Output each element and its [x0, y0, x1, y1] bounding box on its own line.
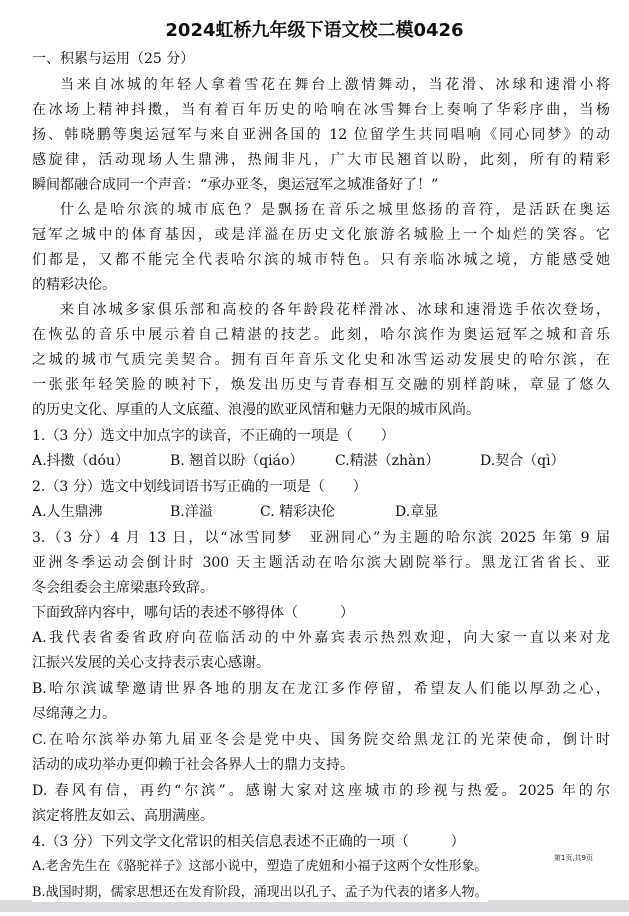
- question-3-prompt: 下面致辞内容中，哪句话的表述不够得体（ ）: [32, 605, 354, 621]
- question-4-stem: 4.（3 分）下列文学文化常识的相关信息表述不正确的一项（ ）: [32, 834, 465, 850]
- para3-line: 来自冰城多家俱乐部和高校的各年龄段花样滑冰、冰球和速滑选手依次登场，: [60, 302, 610, 318]
- question-2-stem: 2.（3 分）选文中划线词语书写正确的一项是（ ）: [32, 479, 367, 495]
- para2-line: 的精彩决伦。: [32, 277, 116, 293]
- para1-line: 在冰场上精神抖擞，当有着百年历史的哈响在冰雪舞台上奏响了华彩序曲，当杨: [32, 102, 610, 118]
- question-3-line: 亚洲冬季运动会倒计时 300 天主题活动在哈尔滨大剧院举行。黑龙江省省长、亚: [32, 555, 610, 571]
- question-1-option-c: C.精湛（zhàn）: [335, 453, 440, 469]
- question-3-line: 3.（3 分）4 月 13 日，以“冰雪同梦 亚洲同心”为主题的哈尔滨 2025 年第 9 届: [32, 530, 610, 546]
- page-title: 2024虹桥九年级下语文校二模0426: [165, 20, 464, 41]
- para2-line: 冠军之城中的体育基因，或是洋溢在历史文化旅游名城脸上一个灿烂的笑容。它: [32, 227, 610, 243]
- para1-line: 瞬间都融合成同一个声音：“承办亚冬，奥运冠军之城准备好了！”: [32, 177, 439, 193]
- question-3-option-d-cont: 滨定将胜友如云、高朋满座。: [32, 808, 214, 824]
- para3-line: 一张张年轻笑脸的映衬下，焕发出历史与青春相互交融的别样韵味，章显了悠久: [32, 377, 610, 393]
- question-1-option-b: B. 翘首以盼（qiáo）: [170, 453, 304, 469]
- question-4-option-a: A.老舍先生在《骆驼祥子》这部小说中，塑造了虎妞和小福子这两个女性形象。: [32, 859, 488, 874]
- question-3-option-a: A.我代表省委省政府向莅临活动的中外嘉宾表示热烈欢迎，向大家一直以来对龙: [32, 630, 610, 646]
- section-heading: 一、积累与运用（25 分）: [32, 51, 195, 67]
- page-footer: 第1页,共9页: [553, 854, 593, 862]
- para1-line: 扬、韩晓鹏等奥运冠军与来自亚洲各国的 12 位留学生共同唱响《同心同梦》的动: [32, 127, 610, 143]
- question-3-option-d: D. 春风有信，再约“尔滨”。感谢大家对这座城市的珍视与热爱。2025 年的尔: [32, 783, 610, 799]
- question-3-option-c-cont: 活动的成功举办更仰赖于社会各界人士的鼎力支持。: [32, 757, 354, 773]
- question-3-option-c: C.在哈尔滨举办第九届亚冬会是党中央、国务院交给黑龙江的光荣使命，倒计时: [32, 732, 610, 748]
- question-3-option-b: B.哈尔滨诚挚邀请世界各地的朋友在龙江多作停留，希望友人们能以厚劲之心，: [32, 681, 610, 697]
- question-2-option-d: D.章显: [395, 504, 439, 520]
- question-2-option-b: B.洋溢: [170, 504, 213, 520]
- para1-line: 当来自冰城的年轻人拿着雪花在舞台上激情舞动，当花滑、冰球和速滑小将: [60, 77, 610, 93]
- para2-line: 什么是哈尔滨的城市底色？是飘扬在音乐之城里悠扬的音符，是活跃在奥运: [60, 202, 610, 218]
- question-2-option-a: A.人生鼎沸: [32, 504, 103, 520]
- question-3-option-b-cont: 尽绵薄之力。: [32, 706, 116, 722]
- question-1-option-d: D.契合（qì）: [480, 453, 565, 469]
- para2-line: 们都是，又都不能完全代表哈尔滨的城市特色。只有亲临冰城之境，方能感受她: [32, 252, 610, 268]
- question-3-option-a-cont: 江振兴发展的关心支持表示衷心感谢。: [32, 655, 270, 671]
- para3-line: 在恢弘的音乐中展示着自己精湛的技艺。此刻，哈尔滨作为奥运冠军之城和音乐: [32, 327, 610, 343]
- question-3-line: 冬会组委会主席梁惠玲致辞。: [32, 580, 214, 596]
- question-1-option-a: A.抖擞（dóu）: [32, 453, 129, 469]
- question-2-option-c: C. 精彩决伦: [260, 504, 336, 520]
- question-4-option-b: B.战国时期，儒家思想还在发育阶段，涌现出以孔子、孟子为代表的诸多人物。: [32, 885, 488, 900]
- para3-line: 之城的城市气质完美契合。拥有百年音乐文化史和冰雪运动发展史的哈尔滨，在: [32, 352, 610, 368]
- para1-line: 感旋律，活动现场人生鼎沸，热闹非凡，广大市民翘首以盼，此刻，所有的精彩: [32, 152, 610, 168]
- question-1-stem: 1.（3 分）选文中加点字的读音，不正确的一项是（ ）: [32, 428, 395, 444]
- para3-line: 的历史文化、厚重的人文底蕴、浪漫的欧亚风情和魅力无限的城市风尚。: [32, 402, 480, 418]
